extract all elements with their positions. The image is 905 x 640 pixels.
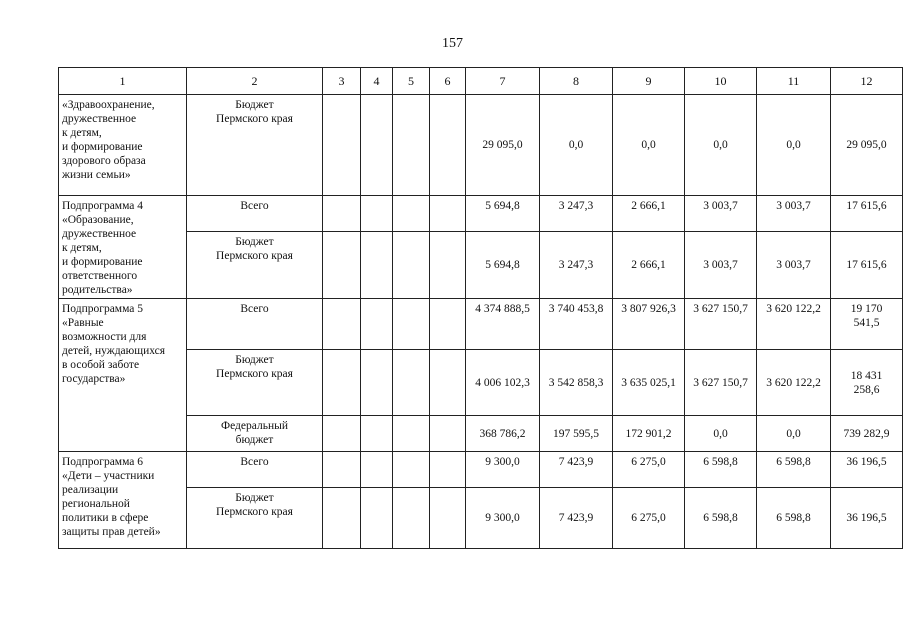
program-name-line: реализации <box>62 484 119 496</box>
funding-source-line: Всего <box>240 200 269 212</box>
program-name-line: дружественное <box>62 113 137 125</box>
funding-source-cell <box>187 452 323 488</box>
program-name-line: к детям, <box>62 127 102 139</box>
program-name-line: в особой заботе <box>62 359 140 371</box>
value-cell: 0,0 <box>757 416 831 452</box>
program-name-line: жизни семьи» <box>62 169 131 181</box>
empty-cell <box>361 196 393 232</box>
value-cell: 197 595,5 <box>540 416 613 452</box>
value-cell: 0,0 <box>613 95 685 196</box>
program-name-line: «Дети – участники <box>62 470 155 482</box>
empty-cell <box>393 488 430 549</box>
empty-cell <box>393 232 430 299</box>
value-cell: 7 423,9 <box>540 488 613 549</box>
program-name-line: и формирование <box>62 256 143 268</box>
funding-source-line: бюджет <box>235 434 274 446</box>
value-cell: 3 620 122,2 <box>757 299 831 350</box>
empty-cell <box>323 299 361 350</box>
empty-cell <box>323 488 361 549</box>
value-cell: 29 095,0 <box>466 95 540 196</box>
value-cell: 5 694,8 <box>466 232 540 299</box>
value-cell: 6 275,0 <box>613 488 685 549</box>
funding-source-line: Пермского края <box>216 506 293 518</box>
program-name-line: государства» <box>62 373 126 385</box>
header-row <box>59 68 903 95</box>
value-cell: 0,0 <box>685 95 757 196</box>
empty-cell <box>430 488 466 549</box>
column-number-cell: 1 <box>59 68 187 95</box>
program-name-line: возможности для <box>62 331 147 343</box>
empty-cell <box>323 350 361 416</box>
empty-cell <box>430 452 466 488</box>
column-number-cell: 4 <box>361 68 393 95</box>
empty-cell <box>430 232 466 299</box>
value-cell: 3 247,3 <box>540 196 613 232</box>
table-row <box>59 452 903 488</box>
column-number-cell: 3 <box>323 68 361 95</box>
table-row <box>59 299 903 350</box>
empty-cell <box>361 232 393 299</box>
funding-source-line: Бюджет <box>235 236 274 248</box>
empty-cell <box>393 95 430 196</box>
program-name-line: ответственного <box>62 270 138 282</box>
program-name-line: «Равные <box>62 317 104 329</box>
value-cell: 0,0 <box>685 416 757 452</box>
value-cell: 2 666,1 <box>613 196 685 232</box>
funding-source-cell <box>187 350 323 416</box>
program-name-cell <box>59 196 187 299</box>
table-row <box>59 196 903 232</box>
empty-cell <box>430 196 466 232</box>
column-number-cell: 8 <box>540 68 613 95</box>
value-cell: 36 196,5 <box>831 452 903 488</box>
value-cell: 0,0 <box>757 95 831 196</box>
column-number-cell: 6 <box>430 68 466 95</box>
value-cell: 6 598,8 <box>757 488 831 549</box>
empty-cell <box>361 488 393 549</box>
empty-cell <box>430 416 466 452</box>
program-name-line: «Образование, <box>62 214 134 226</box>
value-cell: 6 275,0 <box>613 452 685 488</box>
empty-cell <box>323 196 361 232</box>
value-cell: 4 006 102,3 <box>466 350 540 416</box>
value-cell: 5 694,8 <box>466 196 540 232</box>
empty-cell <box>323 452 361 488</box>
value-cell: 0,0 <box>540 95 613 196</box>
program-name-line: Подпрограмма 4 <box>62 200 144 212</box>
program-name-line: здорового образа <box>62 155 146 167</box>
value-cell: 6 598,8 <box>757 452 831 488</box>
funding-source-line: Бюджет <box>235 99 274 111</box>
value-cell: 3 740 453,8 <box>540 299 613 350</box>
empty-cell <box>323 95 361 196</box>
value-cell: 6 598,8 <box>685 488 757 549</box>
funding-source-cell <box>187 196 323 232</box>
funding-source-line: Всего <box>240 303 269 315</box>
program-name-line: к детям, <box>62 242 102 254</box>
program-name-cell <box>59 452 187 549</box>
value-cell: 17 615,6 <box>831 232 903 299</box>
program-name-line: защиты прав детей» <box>62 526 161 538</box>
empty-cell <box>323 232 361 299</box>
total-value-line: 19 170 <box>850 303 883 315</box>
program-name-line: «Здравоохранение, <box>62 99 155 111</box>
funding-source-line: Бюджет <box>235 354 274 366</box>
empty-cell <box>323 416 361 452</box>
empty-cell <box>393 452 430 488</box>
column-number-cell: 12 <box>831 68 903 95</box>
value-cell: 4 374 888,5 <box>466 299 540 350</box>
value-cell: 3 003,7 <box>685 232 757 299</box>
column-number-cell: 7 <box>466 68 540 95</box>
funding-source-cell <box>187 416 323 452</box>
funding-source-cell <box>187 232 323 299</box>
value-cell: 3 635 025,1 <box>613 350 685 416</box>
funding-source-cell <box>187 299 323 350</box>
program-name-cell <box>59 95 187 196</box>
program-name-line: и формирование <box>62 141 143 153</box>
value-cell: 3 003,7 <box>685 196 757 232</box>
program-name-cell <box>59 299 187 452</box>
funding-source-cell <box>187 95 323 196</box>
empty-cell <box>430 299 466 350</box>
total-value-line: 18 431 <box>850 369 883 382</box>
table-row <box>59 95 903 196</box>
funding-source-line: Всего <box>240 456 269 468</box>
empty-cell <box>393 299 430 350</box>
value-cell: 7 423,9 <box>540 452 613 488</box>
total-value-cell <box>831 350 903 416</box>
value-cell: 3 003,7 <box>757 232 831 299</box>
value-cell: 3 627 150,7 <box>685 350 757 416</box>
column-number-cell: 5 <box>393 68 430 95</box>
value-cell: 3 542 858,3 <box>540 350 613 416</box>
empty-cell <box>361 95 393 196</box>
value-cell: 3 247,3 <box>540 232 613 299</box>
value-cell: 9 300,0 <box>466 488 540 549</box>
column-number-cell: 11 <box>757 68 831 95</box>
funding-source-line: Федеральный <box>221 420 288 432</box>
column-number-cell: 2 <box>187 68 323 95</box>
empty-cell <box>393 416 430 452</box>
funding-source-line: Пермского края <box>216 368 293 380</box>
funding-source-line: Пермского края <box>216 250 293 262</box>
value-cell: 3 003,7 <box>757 196 831 232</box>
program-name-line: детей, нуждающихся <box>62 345 166 357</box>
program-name-line: региональной <box>62 498 130 510</box>
empty-cell <box>393 196 430 232</box>
empty-cell <box>361 350 393 416</box>
funding-source-line: Бюджет <box>235 492 274 504</box>
total-value-line: 258,6 <box>853 383 880 396</box>
value-cell: 172 901,2 <box>613 416 685 452</box>
value-cell: 739 282,9 <box>831 416 903 452</box>
value-cell: 3 807 926,3 <box>613 299 685 350</box>
column-number-cell: 9 <box>613 68 685 95</box>
value-cell: 17 615,6 <box>831 196 903 232</box>
program-name-line: дружественное <box>62 228 137 240</box>
funding-source-line: Пермского края <box>216 113 293 125</box>
empty-cell <box>430 350 466 416</box>
empty-cell <box>361 452 393 488</box>
value-cell: 2 666,1 <box>613 232 685 299</box>
total-value-cell <box>831 299 903 350</box>
column-number-cell: 10 <box>685 68 757 95</box>
value-cell: 3 620 122,2 <box>757 350 831 416</box>
program-name-line: политики в сфере <box>62 512 149 524</box>
empty-cell <box>361 416 393 452</box>
value-cell: 29 095,0 <box>831 95 903 196</box>
empty-cell <box>430 95 466 196</box>
value-cell: 36 196,5 <box>831 488 903 549</box>
empty-cell <box>361 299 393 350</box>
program-name-line: родительства» <box>62 284 133 296</box>
program-name-line: Подпрограмма 6 <box>62 456 144 468</box>
page-number: 157 <box>442 36 463 51</box>
budget-table <box>58 67 903 549</box>
value-cell: 368 786,2 <box>466 416 540 452</box>
empty-cell <box>393 350 430 416</box>
program-name-line: Подпрограмма 5 <box>62 303 144 315</box>
value-cell: 6 598,8 <box>685 452 757 488</box>
total-value-line: 541,5 <box>853 317 880 329</box>
funding-source-cell <box>187 488 323 549</box>
value-cell: 9 300,0 <box>466 452 540 488</box>
value-cell: 3 627 150,7 <box>685 299 757 350</box>
